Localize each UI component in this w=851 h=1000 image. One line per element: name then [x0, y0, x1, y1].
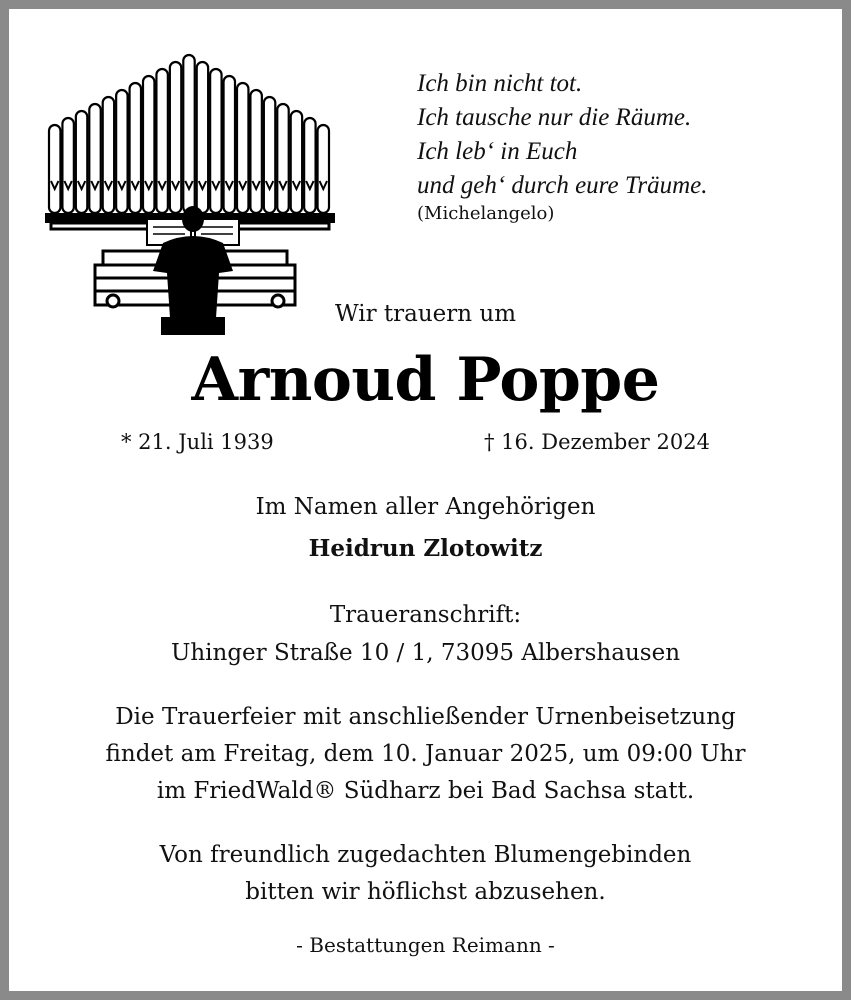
- poem-author: (Michelangelo): [417, 203, 555, 224]
- deceased-name: Arnoud Poppe: [191, 345, 660, 415]
- organ-pipe: [224, 76, 235, 213]
- poem-line-1: Ich bin nicht tot.: [417, 70, 583, 97]
- organ-pipe: [304, 118, 315, 213]
- address-value: Uhinger Straße 10 / 1, 73095 Albershausen: [170, 640, 681, 666]
- poem-line-4: und geh‘ durch eure Träume.: [417, 172, 708, 199]
- family-name: Heidrun Zlotowitz: [308, 535, 543, 562]
- organ-pipe: [116, 90, 127, 213]
- family-intro: Im Namen aller Angehörigen: [255, 494, 596, 520]
- ceremony-line-2: findet am Freitag, dem 10. Januar 2025, um 09:00 Uhr: [105, 741, 746, 767]
- organ-pipe: [277, 104, 288, 213]
- organ-pipe: [237, 83, 248, 213]
- organ-pipe: [76, 111, 87, 213]
- organ-pipe: [62, 118, 73, 213]
- lead-text: Wir trauern um: [334, 301, 516, 327]
- ceremony-line-3: im FriedWald® Südharz bei Bad Sachsa statt.: [156, 778, 695, 804]
- organ-pipe: [264, 97, 275, 213]
- poem-line-2: Ich tausche nur die Räume.: [417, 104, 692, 131]
- address-label: Traueranschrift:: [329, 602, 522, 628]
- flowers-line-1: Von freundlich zugedachten Blumengebinden: [159, 842, 692, 868]
- organ-pipe: [49, 125, 60, 213]
- organ-player-icon: [43, 43, 343, 339]
- organ-pipe: [210, 69, 221, 213]
- ceremony-line-1: Die Trauerfeier mit anschließender Urnenbeisetzung: [115, 704, 736, 730]
- birth-date: * 21. Juli 1939: [121, 430, 274, 454]
- undertaker: - Bestattungen Reimann -: [296, 933, 555, 957]
- organ-pipe: [318, 125, 329, 213]
- organ-pipe: [130, 83, 141, 213]
- organ-pipe: [291, 111, 302, 213]
- organ-pipe: [156, 69, 167, 213]
- death-date: † 16. Dezember 2024: [484, 430, 710, 454]
- flowers-line-2: bitten wir höflichst abzusehen.: [245, 879, 606, 905]
- organ-pipe: [143, 76, 154, 213]
- obituary-card: [9, 9, 842, 991]
- poem-line-3: Ich leb‘ in Euch: [417, 138, 578, 165]
- organ-pipe: [103, 97, 114, 213]
- organ-pipe: [89, 104, 100, 213]
- poem: [417, 67, 707, 203]
- organ-pipe: [250, 90, 261, 213]
